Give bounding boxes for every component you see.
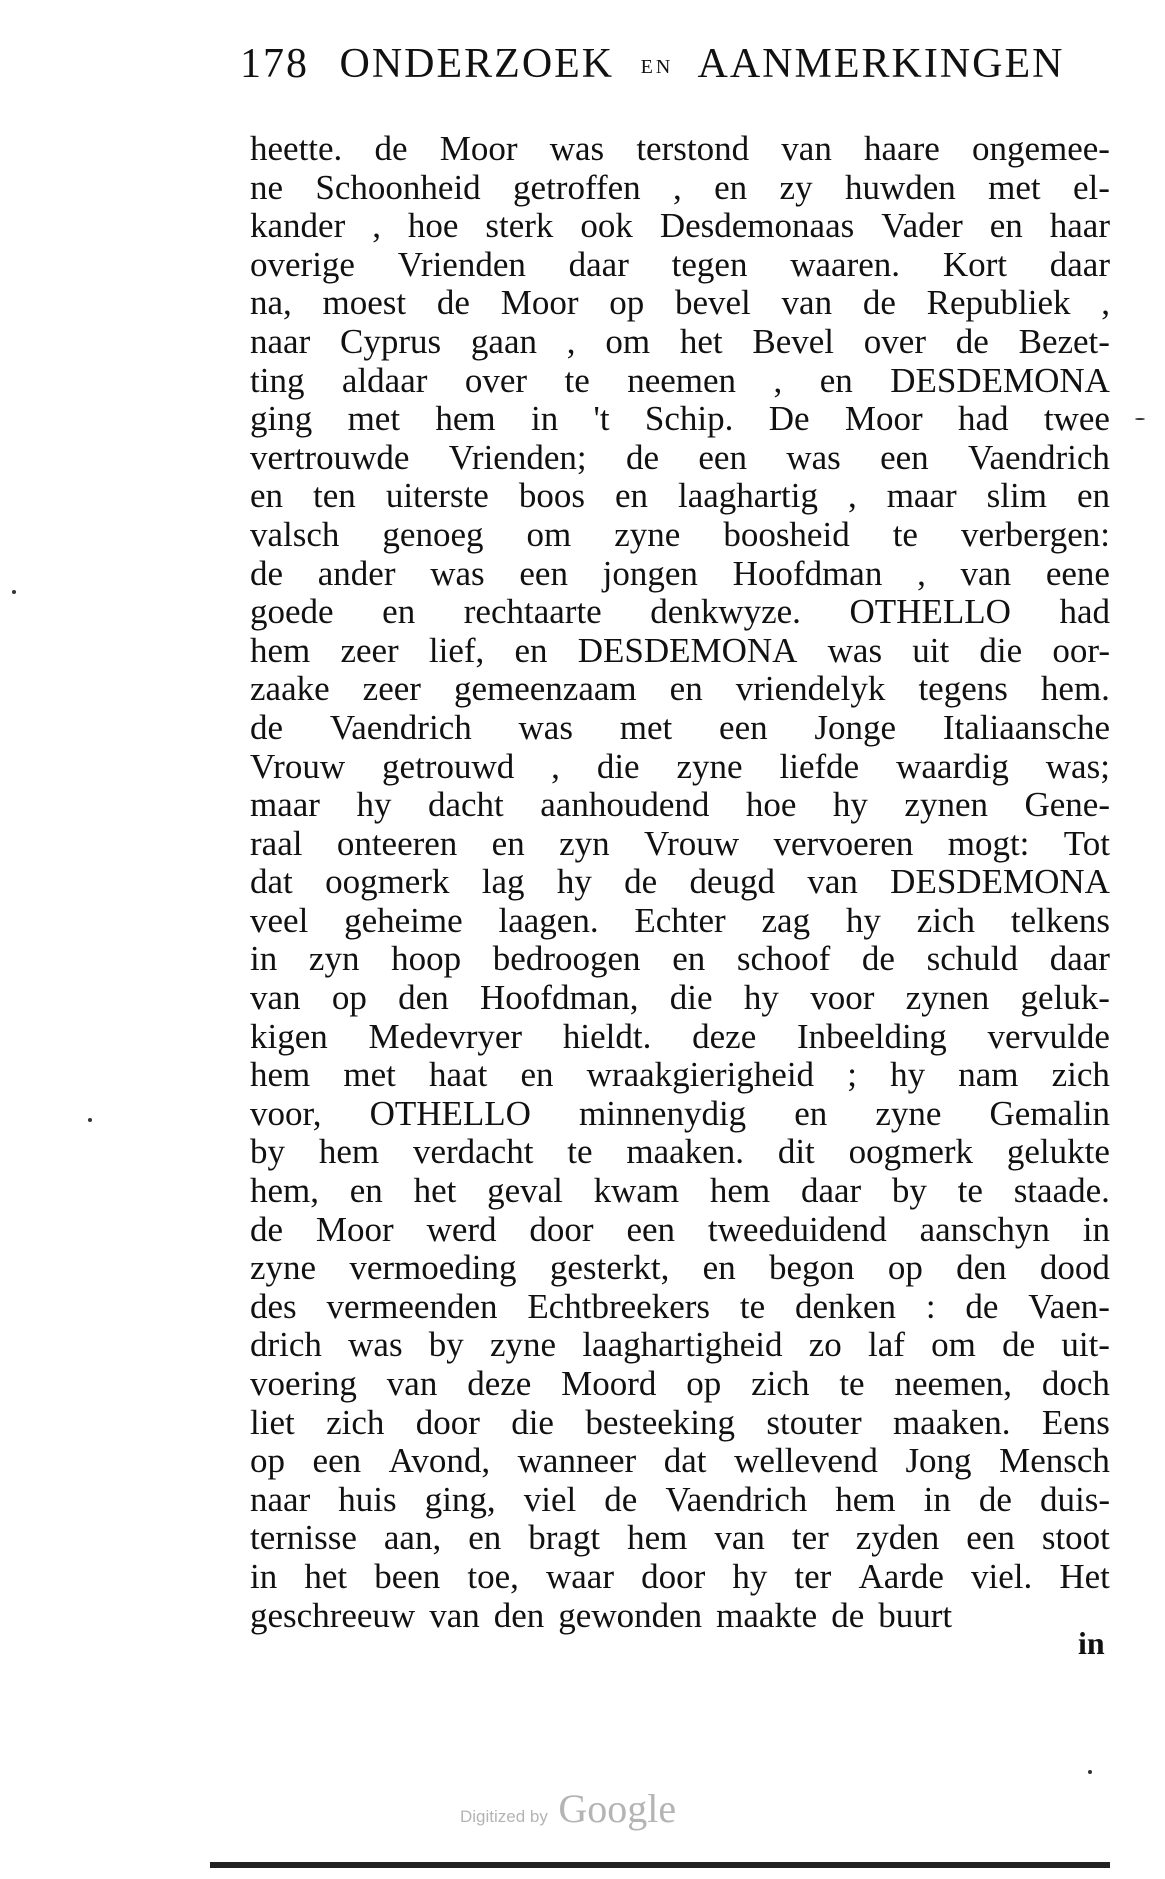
- text-line: voor, OTHELLO minnenydig en zyne Gemalin: [250, 1093, 1110, 1133]
- text-line: dat oogmerk lag hy de deugd van DESDEMONA: [250, 862, 1110, 902]
- text-line: in zyn hoop bedroogen en schoof de schuld daar: [250, 939, 1110, 979]
- text-line: heette. de Moor was terstond van haare ongemee-: [250, 129, 1110, 168]
- scan-speck: [12, 590, 16, 594]
- text-line: de Moor werd door een tweeduidend aanschyn in: [250, 1209, 1110, 1249]
- text-line: liet zich door die besteeking stouter maaken. Eens: [250, 1402, 1110, 1442]
- scan-speck: [88, 1118, 92, 1122]
- text-line: vertrouwde Vrienden; de een was een Vaendrich: [250, 437, 1110, 477]
- text-line: by hem verdacht te maaken. dit oogmerk gelukte: [250, 1132, 1110, 1172]
- page-bottom-edge: [210, 1862, 1110, 1868]
- text-line: overige Vrienden daar tegen waaren. Kort daar: [250, 244, 1110, 284]
- text-line: op een Avond, wanneer dat wellevend Jong Mensch: [250, 1441, 1110, 1481]
- text-line: maar hy dacht aanhoudend hoe hy zynen Gene-: [250, 785, 1110, 825]
- text-line: goede en rechtaarte denkwyze. OTHELLO had: [250, 592, 1110, 632]
- text-line: zyne vermoeding gesterkt, en begon op den dood: [250, 1248, 1110, 1288]
- watermark-google-text: Google: [558, 1786, 677, 1831]
- header-title-en: EN: [640, 55, 674, 78]
- text-line: ternisse aan, en bragt hem van ter zyden een stoot: [250, 1518, 1110, 1558]
- text-line: kigen Medevryer hieldt. deze Inbeelding vervulde: [250, 1016, 1110, 1056]
- text-line: voering van deze Moord op zich te neemen, doch: [250, 1364, 1110, 1403]
- catchword: in: [1078, 1625, 1105, 1661]
- text-line: kander , hoe sterk ook Desdemonaas Vader en haar: [250, 206, 1110, 246]
- text-line: en ten uiterste boos en laaghartig , maar slim en: [250, 476, 1110, 516]
- text-line: raal onteeren en zyn Vrouw vervoeren mogt: Tot: [250, 823, 1110, 863]
- text-line: valsch genoeg om zyne boosheid te verbergen:: [250, 514, 1110, 554]
- text-line: geschreeuw van den gewonden maakte de buurt: [250, 1595, 953, 1635]
- text-line: in het been toe, waar door hy ter Aarde viel. Het: [250, 1556, 1110, 1596]
- text-line: Vrouw getrouwd , die zyne liefde waardig was;: [250, 746, 1110, 786]
- header-title-left: ONDERZOEK: [339, 41, 615, 87]
- text-line: ging met hem in 't Schip. De Moor had twee: [250, 399, 1110, 439]
- running-header: [240, 40, 1065, 100]
- text-line: de ander was een jongen Hoofdman , van eene: [250, 553, 1110, 593]
- text-line: ting aldaar over te neemen , en DESDEMONA: [250, 360, 1110, 400]
- page-number: 178: [240, 41, 309, 87]
- text-line: naar Cyprus gaan , om het Bevel over de Bezet-: [250, 321, 1110, 361]
- text-line: hem zeer lief, en DESDEMONA was uit die oor-: [250, 630, 1110, 670]
- header-title-right: AANMERKINGEN: [697, 41, 1065, 87]
- body-text: [250, 130, 1110, 1635]
- text-line: zaake zeer gemeenzaam en vriendelyk tegens hem.: [250, 669, 1110, 709]
- text-line: des vermeenden Echtbreekers te denken : de Vaen-: [250, 1286, 1110, 1326]
- text-line: van op den Hoofdman, die hy voor zynen geluk-: [250, 978, 1110, 1018]
- scan-speck: [1088, 1770, 1092, 1774]
- text-line: hem met haat en wraakgierigheid ; hy nam zich: [250, 1055, 1110, 1095]
- scan-speck: [1135, 418, 1145, 420]
- text-line: drich was by zyne laaghartigheid zo laf om de uit-: [250, 1325, 1110, 1365]
- google-watermark: [460, 1785, 676, 1832]
- text-line: veel geheime laagen. Echter zag hy zich telkens: [250, 900, 1110, 940]
- text-line: na, moest de Moor op bevel van de Republiek ,: [250, 283, 1110, 323]
- text-line: hem, en het geval kwam hem daar by te staade.: [250, 1171, 1110, 1211]
- watermark-small-text: Digitized by: [460, 1807, 548, 1826]
- text-line: naar huis ging, viel de Vaendrich hem in de duis-: [250, 1479, 1110, 1519]
- text-line: de Vaendrich was met een Jonge Italiaansche: [250, 707, 1110, 747]
- text-line: ne Schoonheid getroffen , en zy huwden met el-: [250, 167, 1110, 207]
